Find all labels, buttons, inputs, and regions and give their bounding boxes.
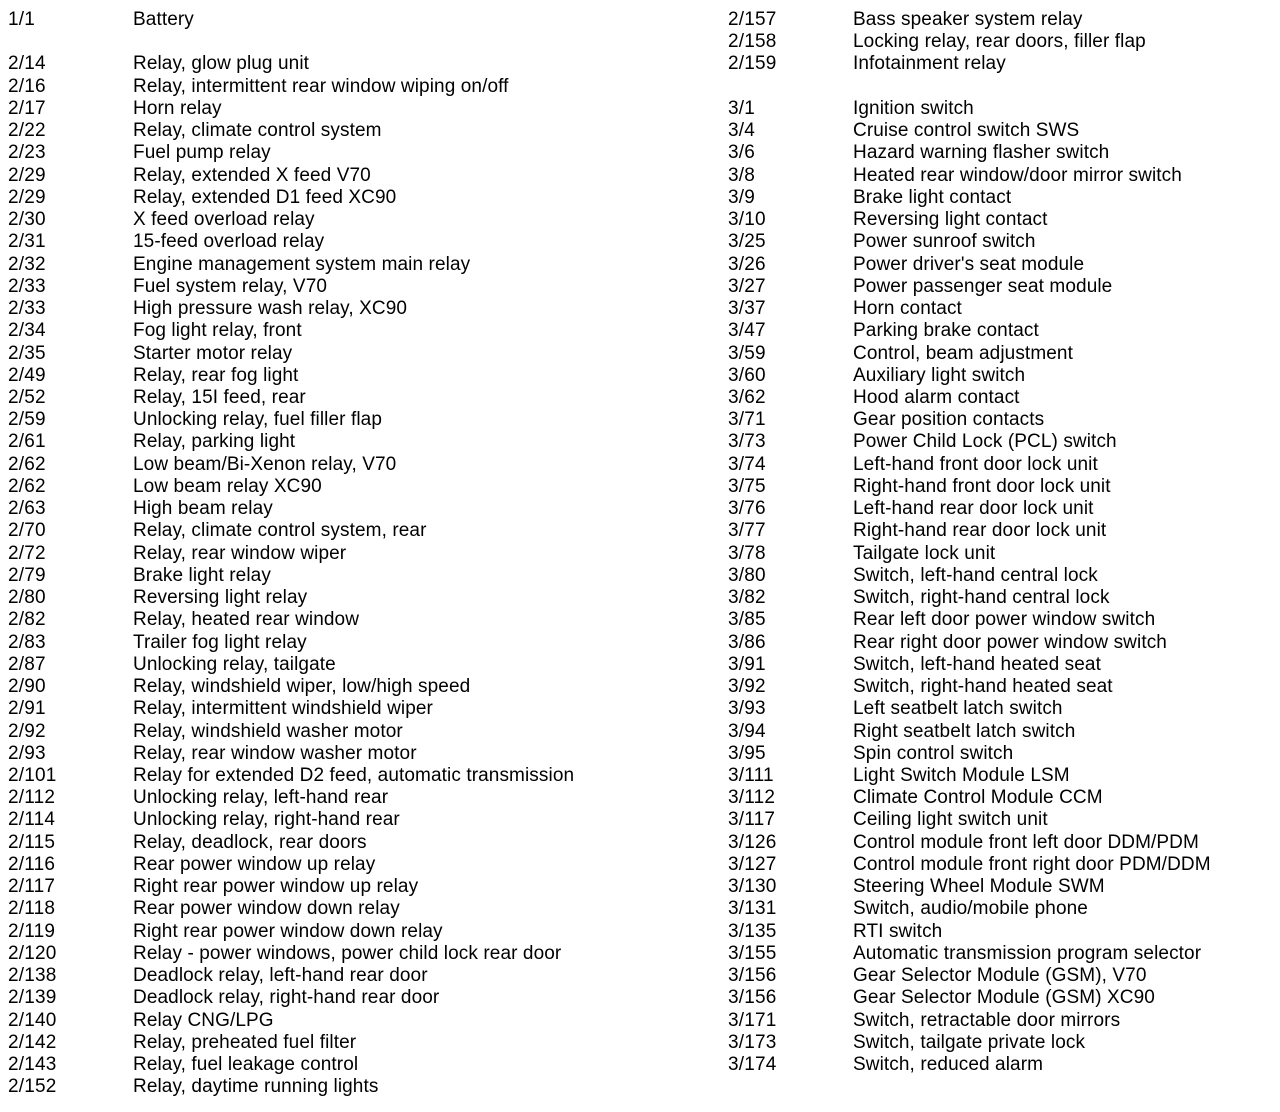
component-description: Battery bbox=[133, 9, 194, 30]
component-row bbox=[728, 431, 1280, 453]
component-description: Left-hand front door lock unit bbox=[853, 453, 1098, 475]
component-code: 3/59 bbox=[728, 342, 766, 364]
component-description: Unlocking relay, tailgate bbox=[133, 653, 336, 675]
component-code: 2/120 bbox=[8, 942, 57, 964]
component-description: Bass speaker system relay bbox=[853, 9, 1083, 30]
component-row bbox=[728, 898, 1280, 920]
component-code: 2/101 bbox=[8, 764, 57, 786]
component-description: Horn contact bbox=[853, 298, 962, 320]
component-row bbox=[728, 854, 1280, 876]
component-row bbox=[728, 543, 1280, 565]
component-description: Relay, deadlock, rear doors bbox=[133, 831, 367, 853]
component-code: 2/115 bbox=[8, 831, 56, 853]
component-row bbox=[728, 31, 1280, 53]
component-code: 3/9 bbox=[728, 186, 756, 208]
component-row bbox=[0, 9, 640, 31]
component-row bbox=[0, 298, 640, 320]
component-row bbox=[728, 454, 1280, 476]
component-description: Low beam relay XC90 bbox=[133, 475, 322, 497]
component-row bbox=[728, 520, 1280, 542]
component-description: Relay, intermittent rear window wiping on/off bbox=[133, 75, 509, 97]
component-description: Right rear power window up relay bbox=[133, 876, 419, 898]
component-row bbox=[728, 698, 1280, 720]
component-row bbox=[0, 632, 640, 654]
component-code: 3/82 bbox=[728, 587, 766, 609]
component-row bbox=[728, 120, 1280, 142]
component-description: Climate Control Module CCM bbox=[853, 787, 1103, 809]
component-code: 3/76 bbox=[728, 498, 766, 520]
component-description: Right rear power window down relay bbox=[133, 920, 443, 942]
component-row bbox=[728, 676, 1280, 698]
component-description: Relay, 15I feed, rear bbox=[133, 386, 306, 408]
component-code: 3/1 bbox=[728, 97, 756, 119]
component-row bbox=[728, 1054, 1280, 1076]
component-code: 3/117 bbox=[728, 809, 776, 831]
component-row bbox=[728, 254, 1280, 276]
component-row bbox=[0, 343, 640, 365]
component-description: Relay, extended X feed V70 bbox=[133, 164, 371, 186]
component-row bbox=[0, 1010, 640, 1032]
component-description: Relay, fuel leakage control bbox=[133, 1054, 359, 1076]
component-description: Parking brake contact bbox=[853, 320, 1039, 342]
component-description: Relay, heated rear window bbox=[133, 609, 360, 631]
component-row bbox=[728, 876, 1280, 898]
component-row bbox=[728, 832, 1280, 854]
component-code: 2/33 bbox=[8, 275, 46, 297]
component-description: Relay, climate control system bbox=[133, 120, 382, 142]
component-code: 3/130 bbox=[728, 876, 777, 898]
component-code: 2/63 bbox=[8, 498, 46, 520]
component-row bbox=[728, 809, 1280, 831]
component-row bbox=[728, 53, 1280, 75]
component-row bbox=[728, 565, 1280, 587]
component-description: Tailgate lock unit bbox=[853, 542, 996, 564]
component-description: Automatic transmission program selector bbox=[853, 942, 1202, 964]
component-code: 2/29 bbox=[8, 186, 46, 208]
component-description: High beam relay bbox=[133, 498, 273, 520]
component-row bbox=[0, 76, 640, 98]
component-description: Relay, windshield washer motor bbox=[133, 720, 403, 742]
component-row bbox=[0, 409, 640, 431]
component-code: 3/78 bbox=[728, 542, 766, 564]
component-row bbox=[0, 1032, 640, 1054]
component-row bbox=[0, 276, 640, 298]
component-description: Ignition switch bbox=[853, 97, 974, 119]
component-code: 2/152 bbox=[8, 1076, 57, 1098]
component-row bbox=[0, 142, 640, 164]
component-code: 2/59 bbox=[8, 409, 46, 431]
component-row bbox=[0, 943, 640, 965]
component-row bbox=[728, 276, 1280, 298]
component-code: 2/34 bbox=[8, 320, 46, 342]
section-spacer bbox=[728, 76, 1280, 98]
component-row bbox=[0, 832, 640, 854]
component-code: 2/52 bbox=[8, 386, 46, 408]
component-row bbox=[728, 298, 1280, 320]
component-code: 3/111 bbox=[728, 764, 774, 786]
component-code: 2/93 bbox=[8, 742, 46, 764]
component-row bbox=[0, 476, 640, 498]
component-code: 3/93 bbox=[728, 698, 766, 720]
component-code: 2/61 bbox=[8, 431, 46, 453]
component-description: Starter motor relay bbox=[133, 342, 293, 364]
component-description: Relay, rear window wiper bbox=[133, 542, 347, 564]
component-code: 2/82 bbox=[8, 609, 46, 631]
component-code: 3/173 bbox=[728, 1031, 777, 1053]
component-row bbox=[0, 98, 640, 120]
component-description: Brake light relay bbox=[133, 564, 271, 586]
component-row bbox=[0, 365, 640, 387]
component-description: Relay, daytime running lights bbox=[133, 1076, 379, 1098]
component-description: Switch, right-hand heated seat bbox=[853, 676, 1113, 698]
component-code: 2/16 bbox=[8, 75, 46, 97]
section-spacer bbox=[0, 31, 640, 53]
component-code: 2/157 bbox=[728, 9, 777, 30]
component-description: Rear power window down relay bbox=[133, 898, 400, 920]
component-row bbox=[0, 698, 640, 720]
component-description: RTI switch bbox=[853, 920, 943, 942]
component-row bbox=[728, 965, 1280, 987]
component-code: 2/33 bbox=[8, 298, 46, 320]
component-row bbox=[728, 921, 1280, 943]
component-code: 2/72 bbox=[8, 542, 46, 564]
component-row bbox=[0, 543, 640, 565]
right-component-list bbox=[728, 9, 1280, 1076]
component-code: 2/14 bbox=[8, 53, 46, 75]
component-code: 3/171 bbox=[728, 1009, 777, 1031]
component-description: Fuel system relay, V70 bbox=[133, 275, 328, 297]
component-description: Fog light relay, front bbox=[133, 320, 302, 342]
component-description: Relay, climate control system, rear bbox=[133, 520, 427, 542]
component-code: 3/6 bbox=[728, 142, 756, 164]
component-code: 2/140 bbox=[8, 1009, 57, 1031]
component-row bbox=[0, 320, 640, 342]
component-code: 2/83 bbox=[8, 631, 46, 653]
component-row bbox=[728, 231, 1280, 253]
component-description: Relay for extended D2 feed, automatic transmission bbox=[133, 764, 575, 786]
component-row bbox=[0, 876, 640, 898]
component-code: 2/119 bbox=[8, 920, 56, 942]
component-code: 3/10 bbox=[728, 209, 766, 231]
component-code: 2/143 bbox=[8, 1054, 57, 1076]
component-code: 3/86 bbox=[728, 631, 766, 653]
component-description: Locking relay, rear doors, filler flap bbox=[853, 31, 1146, 53]
component-code: 3/131 bbox=[728, 898, 777, 920]
component-description: Right seatbelt latch switch bbox=[853, 720, 1076, 742]
component-description: Unlocking relay, right-hand rear bbox=[133, 809, 400, 831]
component-code: 2/35 bbox=[8, 342, 46, 364]
component-description: Reversing light contact bbox=[853, 209, 1048, 231]
component-code: 3/71 bbox=[728, 409, 766, 431]
component-description: Relay - power windows, power child lock rear door bbox=[133, 942, 562, 964]
component-row bbox=[728, 98, 1280, 120]
component-row bbox=[728, 743, 1280, 765]
component-description: Control, beam adjustment bbox=[853, 342, 1073, 364]
component-code: 2/32 bbox=[8, 253, 46, 275]
component-code: 3/77 bbox=[728, 520, 766, 542]
component-description: Unlocking relay, left-hand rear bbox=[133, 787, 389, 809]
component-code: 3/94 bbox=[728, 720, 766, 742]
component-row bbox=[0, 431, 640, 453]
component-row bbox=[0, 921, 640, 943]
component-code: 3/92 bbox=[728, 676, 766, 698]
component-row bbox=[0, 1076, 640, 1098]
component-row bbox=[0, 587, 640, 609]
component-description: Switch, tailgate private lock bbox=[853, 1031, 1086, 1053]
component-code: 2/142 bbox=[8, 1031, 57, 1053]
component-row bbox=[728, 209, 1280, 231]
component-description: Relay CNG/LPG bbox=[133, 1009, 274, 1031]
component-code: 3/8 bbox=[728, 164, 756, 186]
component-description: Control module front left door DDM/PDM bbox=[853, 831, 1199, 853]
component-code: 2/139 bbox=[8, 987, 57, 1009]
component-row bbox=[0, 654, 640, 676]
component-description: Deadlock relay, left-hand rear door bbox=[133, 965, 428, 987]
component-code: 2/91 bbox=[8, 698, 46, 720]
component-row bbox=[728, 765, 1280, 787]
component-description: Relay, rear fog light bbox=[133, 364, 299, 386]
component-row bbox=[728, 587, 1280, 609]
component-description: Deadlock relay, right-hand rear door bbox=[133, 987, 440, 1009]
component-row bbox=[0, 609, 640, 631]
component-code: 2/29 bbox=[8, 164, 46, 186]
component-row bbox=[728, 943, 1280, 965]
component-row bbox=[728, 387, 1280, 409]
component-row bbox=[0, 165, 640, 187]
component-code: 2/117 bbox=[8, 876, 56, 898]
component-description: Gear Selector Module (GSM), V70 bbox=[853, 965, 1147, 987]
component-description: Ceiling light switch unit bbox=[853, 809, 1048, 831]
component-description: Low beam/Bi-Xenon relay, V70 bbox=[133, 453, 397, 475]
component-description: Power sunroof switch bbox=[853, 231, 1036, 253]
component-description: Relay, preheated fuel filter bbox=[133, 1031, 357, 1053]
component-code: 2/70 bbox=[8, 520, 46, 542]
component-description: Switch, retractable door mirrors bbox=[853, 1009, 1121, 1031]
component-row bbox=[728, 1010, 1280, 1032]
component-code: 3/75 bbox=[728, 475, 766, 497]
component-row bbox=[728, 987, 1280, 1009]
component-code: 2/90 bbox=[8, 676, 46, 698]
component-code: 2/80 bbox=[8, 587, 46, 609]
component-description: Switch, left-hand heated seat bbox=[853, 653, 1101, 675]
component-description: Power passenger seat module bbox=[853, 275, 1113, 297]
component-description: High pressure wash relay, XC90 bbox=[133, 298, 408, 320]
component-code: 2/138 bbox=[8, 965, 57, 987]
component-code: 2/158 bbox=[728, 31, 777, 53]
component-row bbox=[728, 409, 1280, 431]
component-code: 3/62 bbox=[728, 386, 766, 408]
component-row bbox=[728, 632, 1280, 654]
component-row bbox=[0, 721, 640, 743]
component-description: Left seatbelt latch switch bbox=[853, 698, 1063, 720]
component-row bbox=[728, 787, 1280, 809]
component-description: X feed overload relay bbox=[133, 209, 315, 231]
component-code: 1/1 bbox=[8, 9, 36, 30]
component-code: 2/114 bbox=[8, 809, 56, 831]
component-code: 3/156 bbox=[728, 965, 777, 987]
component-code: 3/74 bbox=[728, 453, 766, 475]
component-row bbox=[728, 498, 1280, 520]
component-description: Power Child Lock (PCL) switch bbox=[853, 431, 1117, 453]
component-row bbox=[728, 365, 1280, 387]
component-code: 3/85 bbox=[728, 609, 766, 631]
component-description: Rear power window up relay bbox=[133, 853, 376, 875]
component-row bbox=[0, 187, 640, 209]
component-description: Switch, audio/mobile phone bbox=[853, 898, 1088, 920]
component-row bbox=[0, 765, 640, 787]
component-code: 3/156 bbox=[728, 987, 777, 1009]
component-code: 2/17 bbox=[8, 97, 46, 119]
component-description: Rear left door power window switch bbox=[853, 609, 1156, 631]
component-description: Steering Wheel Module SWM bbox=[853, 876, 1105, 898]
component-row bbox=[0, 120, 640, 142]
component-description: Switch, right-hand central lock bbox=[853, 587, 1110, 609]
component-description: Relay, windshield wiper, low/high speed bbox=[133, 676, 471, 698]
component-code: 3/47 bbox=[728, 320, 766, 342]
component-description: Relay, glow plug unit bbox=[133, 53, 310, 75]
component-row bbox=[0, 898, 640, 920]
component-description: Light Switch Module LSM bbox=[853, 764, 1070, 786]
component-row bbox=[0, 565, 640, 587]
component-description: 15-feed overload relay bbox=[133, 231, 325, 253]
component-code: 2/112 bbox=[8, 787, 56, 809]
component-row bbox=[0, 1054, 640, 1076]
component-description: Relay, parking light bbox=[133, 431, 296, 453]
component-row bbox=[0, 387, 640, 409]
component-code: 2/23 bbox=[8, 142, 46, 164]
component-row bbox=[728, 165, 1280, 187]
left-component-list bbox=[0, 9, 640, 1098]
component-description: Spin control switch bbox=[853, 742, 1014, 764]
component-row bbox=[728, 187, 1280, 209]
component-description: Engine management system main relay bbox=[133, 253, 471, 275]
component-row bbox=[728, 142, 1280, 164]
component-row bbox=[0, 676, 640, 698]
component-row bbox=[0, 520, 640, 542]
component-code: 2/62 bbox=[8, 475, 46, 497]
component-description: Rear right door power window switch bbox=[853, 631, 1167, 653]
component-code: 3/27 bbox=[728, 275, 766, 297]
component-code: 2/116 bbox=[8, 853, 56, 875]
component-code: 2/49 bbox=[8, 364, 46, 386]
component-row bbox=[0, 209, 640, 231]
component-code: 2/22 bbox=[8, 120, 46, 142]
component-code: 3/25 bbox=[728, 231, 766, 253]
component-code: 3/174 bbox=[728, 1054, 777, 1076]
component-description: Horn relay bbox=[133, 97, 222, 119]
component-description: Brake light contact bbox=[853, 186, 1012, 208]
component-code: 2/159 bbox=[728, 53, 777, 75]
component-description: Left-hand rear door lock unit bbox=[853, 498, 1094, 520]
component-row bbox=[728, 476, 1280, 498]
component-code: 3/112 bbox=[728, 787, 776, 809]
component-row bbox=[0, 454, 640, 476]
component-description: Relay, rear window washer motor bbox=[133, 742, 417, 764]
component-description: Auxiliary light switch bbox=[853, 364, 1026, 386]
component-description: Fuel pump relay bbox=[133, 142, 271, 164]
component-description: Hood alarm contact bbox=[853, 386, 1020, 408]
component-description: Right-hand rear door lock unit bbox=[853, 520, 1107, 542]
component-row bbox=[0, 965, 640, 987]
component-row bbox=[0, 254, 640, 276]
component-description: Switch, reduced alarm bbox=[853, 1054, 1044, 1076]
component-row bbox=[728, 609, 1280, 631]
component-description: Switch, left-hand central lock bbox=[853, 564, 1098, 586]
component-row bbox=[728, 1032, 1280, 1054]
component-code: 2/31 bbox=[8, 231, 46, 253]
component-description: Gear position contacts bbox=[853, 409, 1045, 431]
component-row bbox=[0, 854, 640, 876]
component-row bbox=[0, 53, 640, 75]
component-row bbox=[728, 9, 1280, 31]
component-code: 3/4 bbox=[728, 120, 756, 142]
component-code: 2/79 bbox=[8, 564, 46, 586]
component-code: 3/155 bbox=[728, 942, 777, 964]
component-code: 3/26 bbox=[728, 253, 766, 275]
component-row bbox=[0, 787, 640, 809]
component-code: 2/118 bbox=[8, 898, 56, 920]
component-description: Reversing light relay bbox=[133, 587, 308, 609]
component-description: Cruise control switch SWS bbox=[853, 120, 1080, 142]
component-row bbox=[0, 743, 640, 765]
component-code: 3/60 bbox=[728, 364, 766, 386]
component-description: Relay, intermittent windshield wiper bbox=[133, 698, 433, 720]
component-description: Right-hand front door lock unit bbox=[853, 475, 1111, 497]
component-row bbox=[728, 320, 1280, 342]
component-description: Trailer fog light relay bbox=[133, 631, 307, 653]
component-row bbox=[0, 987, 640, 1009]
component-code: 3/91 bbox=[728, 653, 766, 675]
component-code: 3/127 bbox=[728, 853, 777, 875]
component-code: 3/126 bbox=[728, 831, 777, 853]
component-description: Infotainment relay bbox=[853, 53, 1006, 75]
component-code: 3/80 bbox=[728, 564, 766, 586]
component-code: 2/92 bbox=[8, 720, 46, 742]
component-code: 3/37 bbox=[728, 298, 766, 320]
component-row bbox=[728, 721, 1280, 743]
component-row bbox=[728, 343, 1280, 365]
component-code: 3/95 bbox=[728, 742, 766, 764]
component-description: Control module front right door PDM/DDM bbox=[853, 853, 1211, 875]
component-code: 2/30 bbox=[8, 209, 46, 231]
component-code: 2/87 bbox=[8, 653, 46, 675]
component-description: Hazard warning flasher switch bbox=[853, 142, 1110, 164]
component-code: 2/62 bbox=[8, 453, 46, 475]
component-code: 3/73 bbox=[728, 431, 766, 453]
component-description: Unlocking relay, fuel filler flap bbox=[133, 409, 383, 431]
component-description: Heated rear window/door mirror switch bbox=[853, 164, 1182, 186]
component-description: Relay, extended D1 feed XC90 bbox=[133, 186, 397, 208]
component-row bbox=[0, 498, 640, 520]
component-description: Power driver's seat module bbox=[853, 253, 1085, 275]
component-row bbox=[0, 809, 640, 831]
component-description: Gear Selector Module (GSM) XC90 bbox=[853, 987, 1155, 1009]
component-code: 3/135 bbox=[728, 920, 777, 942]
component-row bbox=[0, 231, 640, 253]
component-row bbox=[728, 654, 1280, 676]
